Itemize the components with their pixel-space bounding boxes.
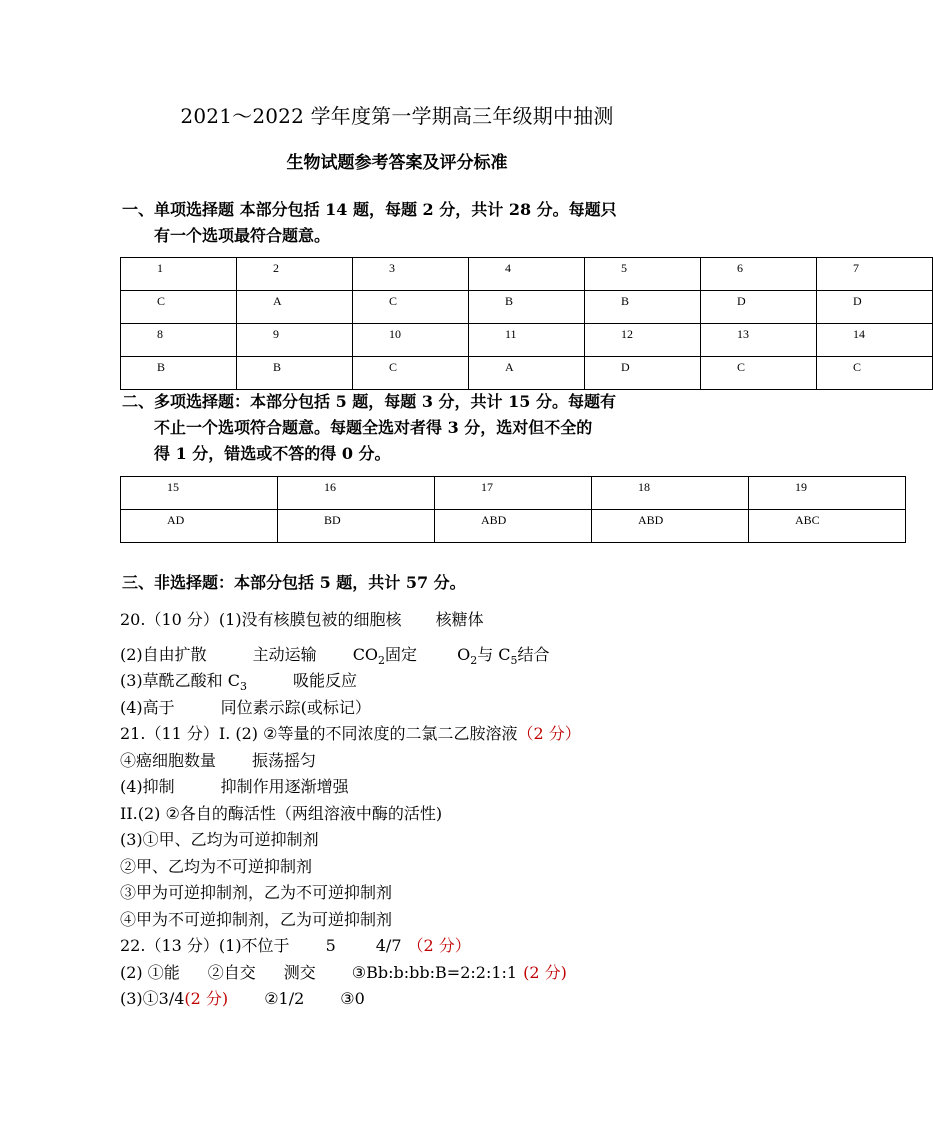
table-cell: 3 (353, 258, 469, 291)
section-heading-line: 不止一个选项符合题意。每题全选对者得 3 分，选对但不全的 (154, 418, 593, 437)
table-cell: 1 (121, 258, 237, 291)
table-cell: C (353, 291, 469, 324)
table-cell: A (237, 291, 353, 324)
answer-line (120, 642, 720, 669)
answer-text: ③0 (340, 989, 365, 1008)
section-heading-line: 三、非选择题：本部分包括 5 题，共计 57 分。 (122, 573, 466, 592)
section-heading-line: 一、单项选择题 本部分包括 14 题，每题 2 分，共计 28 分。每题只 (122, 200, 617, 219)
answer-line: ③甲为可逆抑制剂，乙为不可逆抑制剂 (120, 883, 393, 902)
table-cell: B (121, 357, 237, 390)
section-heading-line: 二、多项选择题：本部分包括 5 题，每题 3 分，共计 15 分。每题有 (122, 392, 616, 411)
single-choice-answer-table (120, 257, 933, 390)
answer-line (120, 668, 720, 695)
table-cell: BD (278, 510, 435, 543)
section-non-choice-heading (122, 570, 682, 596)
answer-text: 测交 (283, 962, 316, 982)
table-cell: 17 (435, 477, 592, 510)
answer-line: (3)①甲、乙均为可逆抑制剂 (120, 830, 319, 849)
table-cell: C (701, 357, 817, 390)
answer-line (120, 721, 720, 748)
table-cell: 8 (121, 324, 237, 357)
table-cell: 19 (749, 477, 906, 510)
table-cell: ABD (435, 510, 592, 543)
table-cell: B (469, 291, 585, 324)
table-cell: C (121, 291, 237, 324)
answer-text: (3)①3/4 (120, 989, 185, 1008)
table-cell: D (585, 357, 701, 390)
table-cell: D (701, 291, 817, 324)
answer-text: (2)自由扩散 (120, 644, 207, 664)
table-cell: 11 (469, 324, 585, 357)
table-row (121, 357, 933, 390)
free-response-answers (120, 607, 720, 1013)
table-cell: 15 (121, 477, 278, 510)
answer-line (120, 695, 720, 722)
table-cell: C (353, 357, 469, 390)
page-title: 2021～2022 学年度第一学期高三年级期中抽测 (180, 104, 614, 128)
table-cell: 16 (278, 477, 435, 510)
table-cell: 2 (237, 258, 353, 291)
answer-text: 同位素示踪(或标记） (220, 697, 371, 717)
table-cell: D (817, 291, 933, 324)
answer-text: CO (352, 644, 379, 664)
answer-text: 固定 (385, 644, 418, 664)
section-heading-line: 有一个选项最符合题意。 (154, 226, 331, 245)
table-row (121, 324, 933, 357)
subscript: 2 (378, 653, 386, 667)
answer-text: ④癌细胞数量 (120, 750, 217, 770)
answer-line (120, 748, 720, 775)
answer-line: ②甲、乙均为不可逆抑制剂 (120, 856, 313, 876)
table-row (121, 477, 906, 510)
table-cell: B (237, 357, 353, 390)
section-multiple-choice-heading (122, 389, 682, 467)
answer-text: (2) ①能 (120, 962, 180, 982)
score-note: (2 分) (184, 989, 229, 1008)
answer-text: (4)高于 (120, 697, 175, 717)
answer-text: 21.（11 分）I. (2) ②等量的不同浓度的二氯二乙胺溶液 (120, 724, 518, 743)
answer-line (120, 607, 720, 634)
answer-text: 22.（13 分）(1)不位于 (120, 936, 290, 955)
answer-line: ④甲为不可逆抑制剂，乙为可逆抑制剂 (120, 909, 393, 929)
answer-text: ③Bb:b:bb:B=2:2:1:1 (351, 962, 518, 982)
table-row (121, 258, 933, 291)
answer-text: O (457, 644, 471, 664)
answer-text: 吸能反应 (293, 671, 358, 690)
answer-line (120, 960, 720, 987)
table-cell: B (585, 291, 701, 324)
answer-text: 20.（10 分）(1)没有核膜包被的细胞核 (120, 610, 402, 629)
answer-text: 振荡摇匀 (252, 750, 317, 770)
table-cell: 5 (585, 258, 701, 291)
table-cell: A (469, 357, 585, 390)
answer-text: ②自交 (207, 962, 256, 982)
answer-line (120, 774, 720, 801)
subscript: 2 (470, 653, 478, 667)
score-note: （2 分） (407, 936, 471, 955)
section-single-choice-heading (122, 197, 682, 249)
subscript: 5 (510, 653, 518, 667)
answer-text: 抑制作用逐渐增强 (220, 777, 349, 796)
answer-text: (3)草酰乙酸和 C (120, 671, 240, 690)
answer-text: 5 (325, 936, 336, 955)
answer-line (120, 986, 720, 1013)
answer-text: (4)抑制 (120, 777, 175, 796)
table-cell: 10 (353, 324, 469, 357)
table-cell: 9 (237, 324, 353, 357)
answer-text: 4/7 (375, 936, 402, 955)
table-cell: 18 (592, 477, 749, 510)
table-cell: 6 (701, 258, 817, 291)
answer-text: 结合 (517, 644, 550, 664)
table-cell: 14 (817, 324, 933, 357)
score-note: (2 分) (523, 962, 567, 982)
subscript: 3 (240, 680, 247, 694)
table-cell: 12 (585, 324, 701, 357)
table-cell: ABD (592, 510, 749, 543)
table-cell: ABC (749, 510, 906, 543)
table-cell: C (817, 357, 933, 390)
table-cell: AD (121, 510, 278, 543)
answer-line: II.(2) ②各自的酶活性（两组溶液中酶的活性) (120, 803, 443, 823)
table-row (121, 510, 906, 543)
section-heading-line: 得 1 分，错选或不答的得 0 分。 (154, 444, 391, 463)
table-row (121, 291, 933, 324)
table-cell: 4 (469, 258, 585, 291)
multiple-choice-answer-table (120, 476, 906, 543)
answer-line (120, 933, 720, 960)
answer-text: ②1/2 (264, 989, 305, 1008)
answer-text: 主动运输 (252, 644, 317, 664)
score-note: （2 分） (517, 724, 581, 743)
answer-text: 核糖体 (435, 610, 484, 629)
answer-text: 与 C (477, 644, 511, 664)
page-subtitle: 生物试题参考答案及评分标准 (286, 153, 508, 173)
table-cell: 7 (817, 258, 933, 291)
table-cell: 13 (701, 324, 817, 357)
